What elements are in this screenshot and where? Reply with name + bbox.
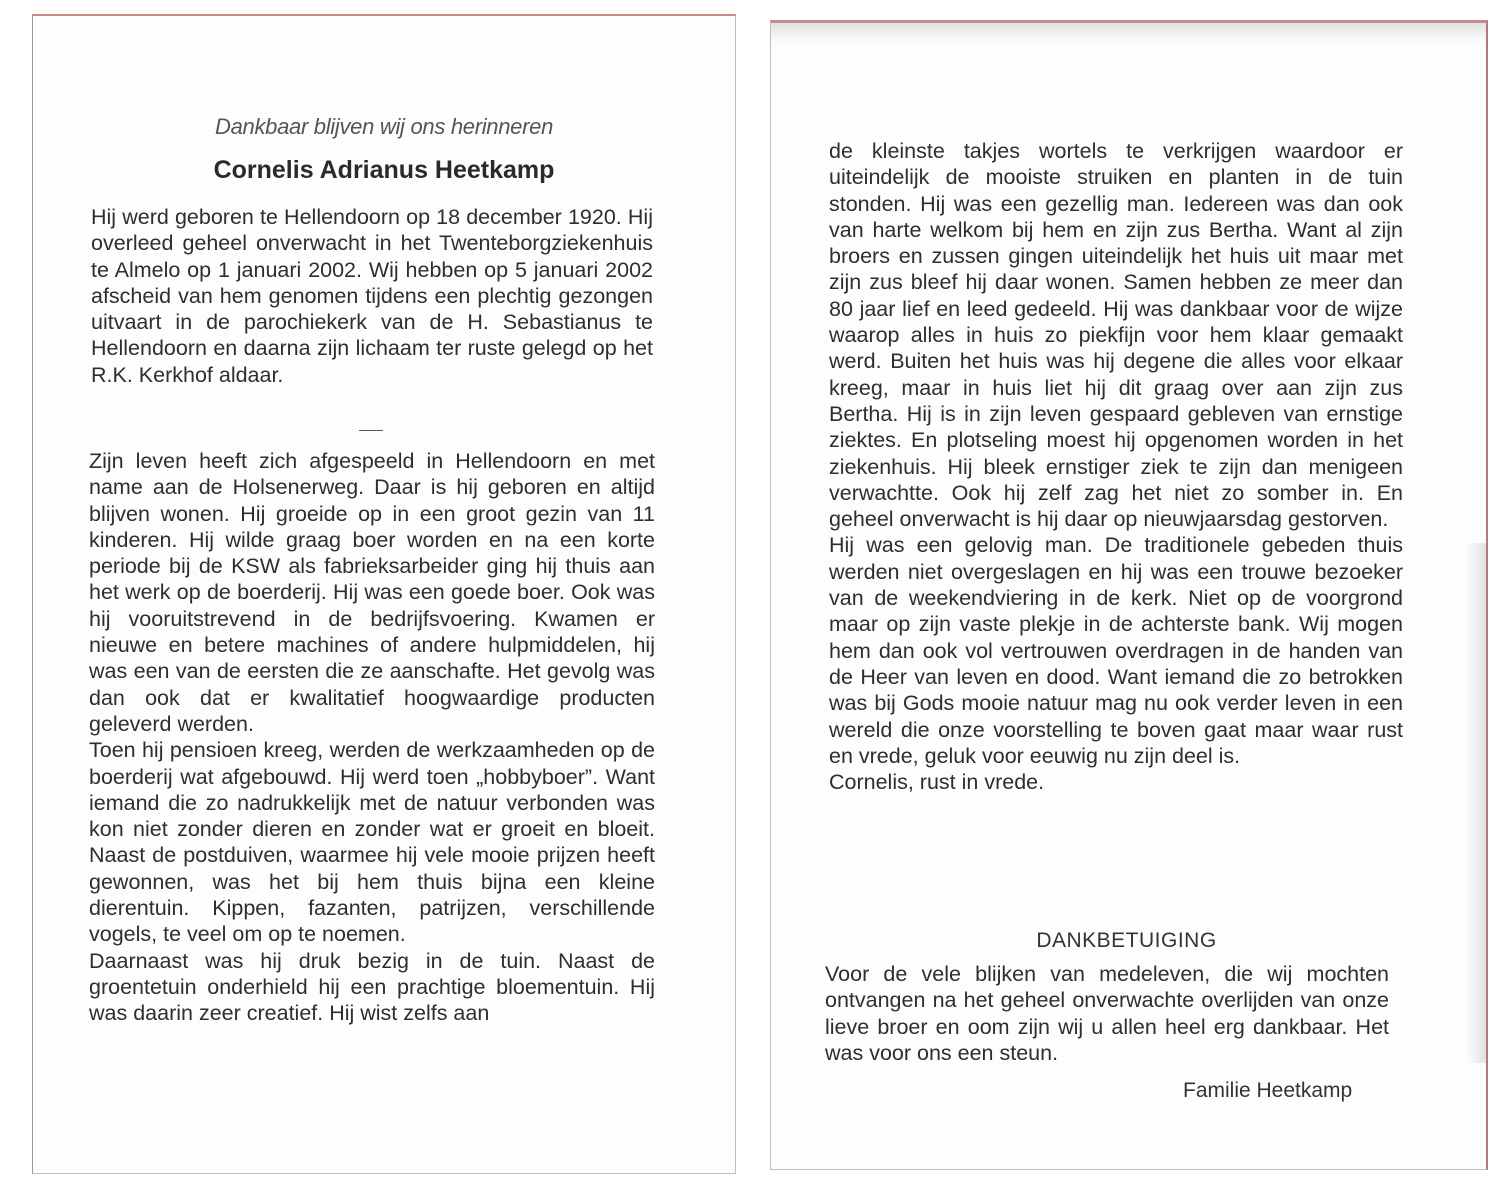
left-card-page <box>32 14 736 1174</box>
life-paragraph: Zijn leven heeft zich afgespeeld in Hellendoorn en met name aan de Holsenerweg. Daar is hij geboren en altijd blijven wonen. Hij groeide op in een groot gezin van 11 kinderen. Hij wilde graag boer worden en na een korte periode bij de KSW als fabrieksarbeider ging hij thuis aan het werk op de boerderij. Hij was een goede boer. Ook was hij vooruitstrevend in de bedrijfsvoering. Kwamen er nieuwe en betere machines of andere hulpmiddelen, hij was een van de eersten die ze aanschafte. Het gevolg was dan ook dat er kwalitatief hoogwaardige producten geleverd werden. <box>89 449 655 736</box>
deceased-name: Cornelis Adrianus Heetkamp <box>213 156 555 184</box>
faith-paragraph: Hij was een gelovig man. De traditionele gebeden thuis werden niet overgeslagen en hij was een trouwe bezoeker van de weekendviering in de kerk. Niet op de voorgrond maar op zijn vaste plekje in de achterste bank. Wij mogen hem dan ook vol vertrouwen overdragen in de handen van de Heer van leven en dood. Want iemand die zo betrokken was bij Gods mooie natuur mag nu ook verder leven in een wereld die onze voorstelling te boven gaat maar waar rust en vrede, geluk voor eeuwig nu zijn deel is. <box>829 533 1403 768</box>
scan-edge-shadow <box>1466 543 1486 1063</box>
retirement-paragraph: Toen hij pensioen kreeg, werden de werkzaamheden op de boerderij wat afgebouwd. Hij werd toen „hobbyboer”. Want iemand die zo nadrukkelijk met de natuur verbonden was kon niet zonder dieren en zonder wat er groeit en bloeit. Naast de postduiven, waarmee hij vele mooie prijzen heeft gewonnen, was het bij hem thuis bijna een kleine dierentuin. Kippen, fazanten, patrijzen, verschillende vogels, te veel om op te noemen. <box>89 738 655 947</box>
garden-paragraph: Daarnaast was hij druk bezig in de tuin. Naast de groentetuin onderhield hij een prachtige bloementuin. Hij was daarin zeer creatief. Hij wist zelfs aan <box>89 948 655 1026</box>
thanks-paragraph: Voor de vele blijken van medeleven, die wij mochten ontvangen na het geheel onverwachte overlijden van onze lieve broer en oom zijn wij u allen heel erg dankbaar. Het was voor ons een steun. <box>825 962 1389 1065</box>
scan-shadow <box>771 23 1486 43</box>
continued-paragraph: de kleinste takjes wortels te verkrijgen waardoor er uiteindelijk de mooiste struiken en planten in de tuin stonden. Hij was een gezellig man. Iedereen was dan ook van harte welkom bij hem en zijn zus Bertha. Want al zijn broers en zussen gingen uiteindelijk het huis uit maar met zijn zus bleef hij daar wonen. Samen hebben ze meer dan 80 jaar lief en leed gedeeld. Hij was dankbaar voor de wijze waarop alles in huis zo piekfijn voor hem klaar gemaakt werd. Buiten het huis was hij degene die alles voor elkaar kreeg, maar in huis liet hij dit graag over aan zijn zus Bertha. Hij is in zijn leven gespaard gebleven van ernstige ziektes. En plotseling moest hij opgenomen worden in het ziekenhuis. Hij bleek ernstiger ziek te zijn dan menigeen verwachtte. Ook hij zelf zag het niet zo somber in. En geheel onverwacht is hij daar op nieuwjaarsdag gestorven. <box>829 139 1403 532</box>
family-signature: Familie Heetkamp <box>1183 1079 1353 1102</box>
memorial-heading: Dankbaar blijven wij ons herinneren <box>214 114 554 139</box>
continued-story-text <box>829 138 1403 795</box>
intro-paragraph <box>91 204 653 388</box>
thanks-title: DANKBETUIGING <box>1036 929 1217 952</box>
intro-text: Hij werd geboren te Hellendoorn op 18 december 1920. Hij overleed geheel onverwacht in het Twenteborgziekenhuis te Almelo op 1 januari 2002. Wij hebben op 5 januari 2002 afscheid van hem genomen tijdens een plechtig gezongen uitvaart in de parochiekerk van de H. Sebastianus te Hellendoorn en daarna zijn lichaam ter ruste gelegd op het R.K. Kerkhof aldaar. <box>91 205 653 387</box>
section-divider <box>359 430 383 431</box>
thanks-text <box>825 961 1389 1066</box>
right-card-page <box>770 20 1488 1170</box>
life-story-text <box>89 448 655 1027</box>
farewell-line: Cornelis, rust in vrede. <box>829 770 1045 795</box>
